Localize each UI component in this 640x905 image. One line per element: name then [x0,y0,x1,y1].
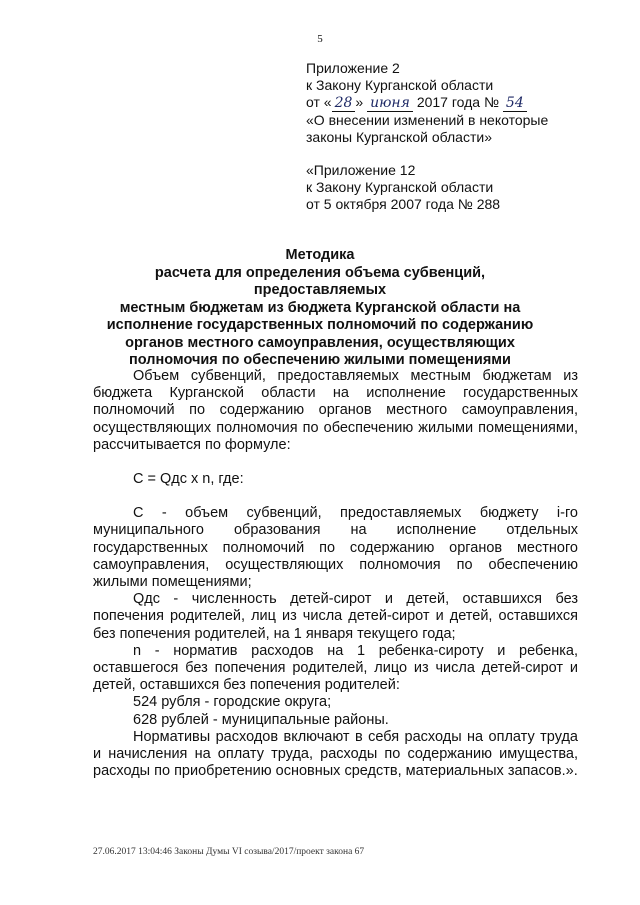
appendix12-line-2: к Закону Курганской области [306,179,494,195]
appendix-line-5: законы Курганской области» [306,129,492,145]
title-line-3: местным бюджетам из бюджета Курганской области на [119,299,521,316]
formula: С = Qдс x n, где: [133,471,244,488]
title-line-4: исполнение государственных полномочий по содержанию [106,317,534,333]
norms-paragraph: Нормативы расходов включают в себя расходы на оплату труда и начисления на оплату труда, расходы по содержанию имущества, расходы по приобретению основных средств, материальных запасов.». [93,728,578,780]
title-line-1: Методика [285,247,355,263]
appendix12-line-1: «Приложение 12 [306,162,416,178]
appendix-line-4: «О внесении изменений в некоторые [306,112,549,128]
document-body [93,368,578,780]
appendix-12-header [306,162,500,213]
handwritten-month: июня [367,95,413,112]
appendix-header [306,60,548,146]
title-line-6: полномочия по обеспечению жилыми помещениями [129,352,511,368]
appendix12-line-3: от 5 октября 2007 года № 288 [306,196,501,212]
definition-qds: Qдс - численность детей-сирот и детей, оставшихся без попечения родителей, лиц из числа детей-сирот и детей, оставшихся без попечения родителей, на 1 января текущего года; [93,591,578,642]
rate-city-districts: 524 рубля - городские округа; [133,694,332,711]
definition-n: n - норматив расходов на 1 ребенка-сироту и ребенка, оставшегося без попечения родителей, лицо из числа детей-сирот и детей, оставшихся без попечения родителей: [93,642,578,694]
appendix-line-1: Приложение 2 [306,60,400,76]
rate-municipal-districts: 628 рублей - муниципальные районы. [133,711,389,728]
handwritten-law-number: 54 [503,95,527,112]
page-number: 5 [317,33,323,45]
appendix-year: 2017 года № [416,94,500,110]
footer-note: 27.06.2017 13:04:46 Законы Думы VI созыва/2017/проект закона 67 [93,847,365,857]
definition-c: С - объем субвенций, предоставляемых бюджету i-го муниципального образования на исполнение отдельных государственных полномочий по содержанию органов местного самоуправления, осуществляющих полномочия по обеспечению жилыми помещениями; [93,505,578,591]
intro-paragraph: Объем субвенций, предоставляемых местным бюджетам из бюджета Курганской области на исполнение государственных полномочий по содержанию органов местного самоуправления, осуществляющих полномочия по обеспечению жилыми помещениями, рассчитывается по формуле: [93,368,578,453]
title-line-2: расчета для определения объема субвенций, предоставляемых [154,264,486,298]
appendix-line-2: к Закону Курганской области [306,77,494,93]
handwritten-day: 28 [332,95,356,112]
appendix-date-prefix: от [306,94,320,110]
title-line-5: органов местного самоуправления, осуществляющих [125,334,515,351]
appendix-date-line: от « 28 » июня 2017 года № 54 [306,94,548,112]
document-title [90,247,550,370]
